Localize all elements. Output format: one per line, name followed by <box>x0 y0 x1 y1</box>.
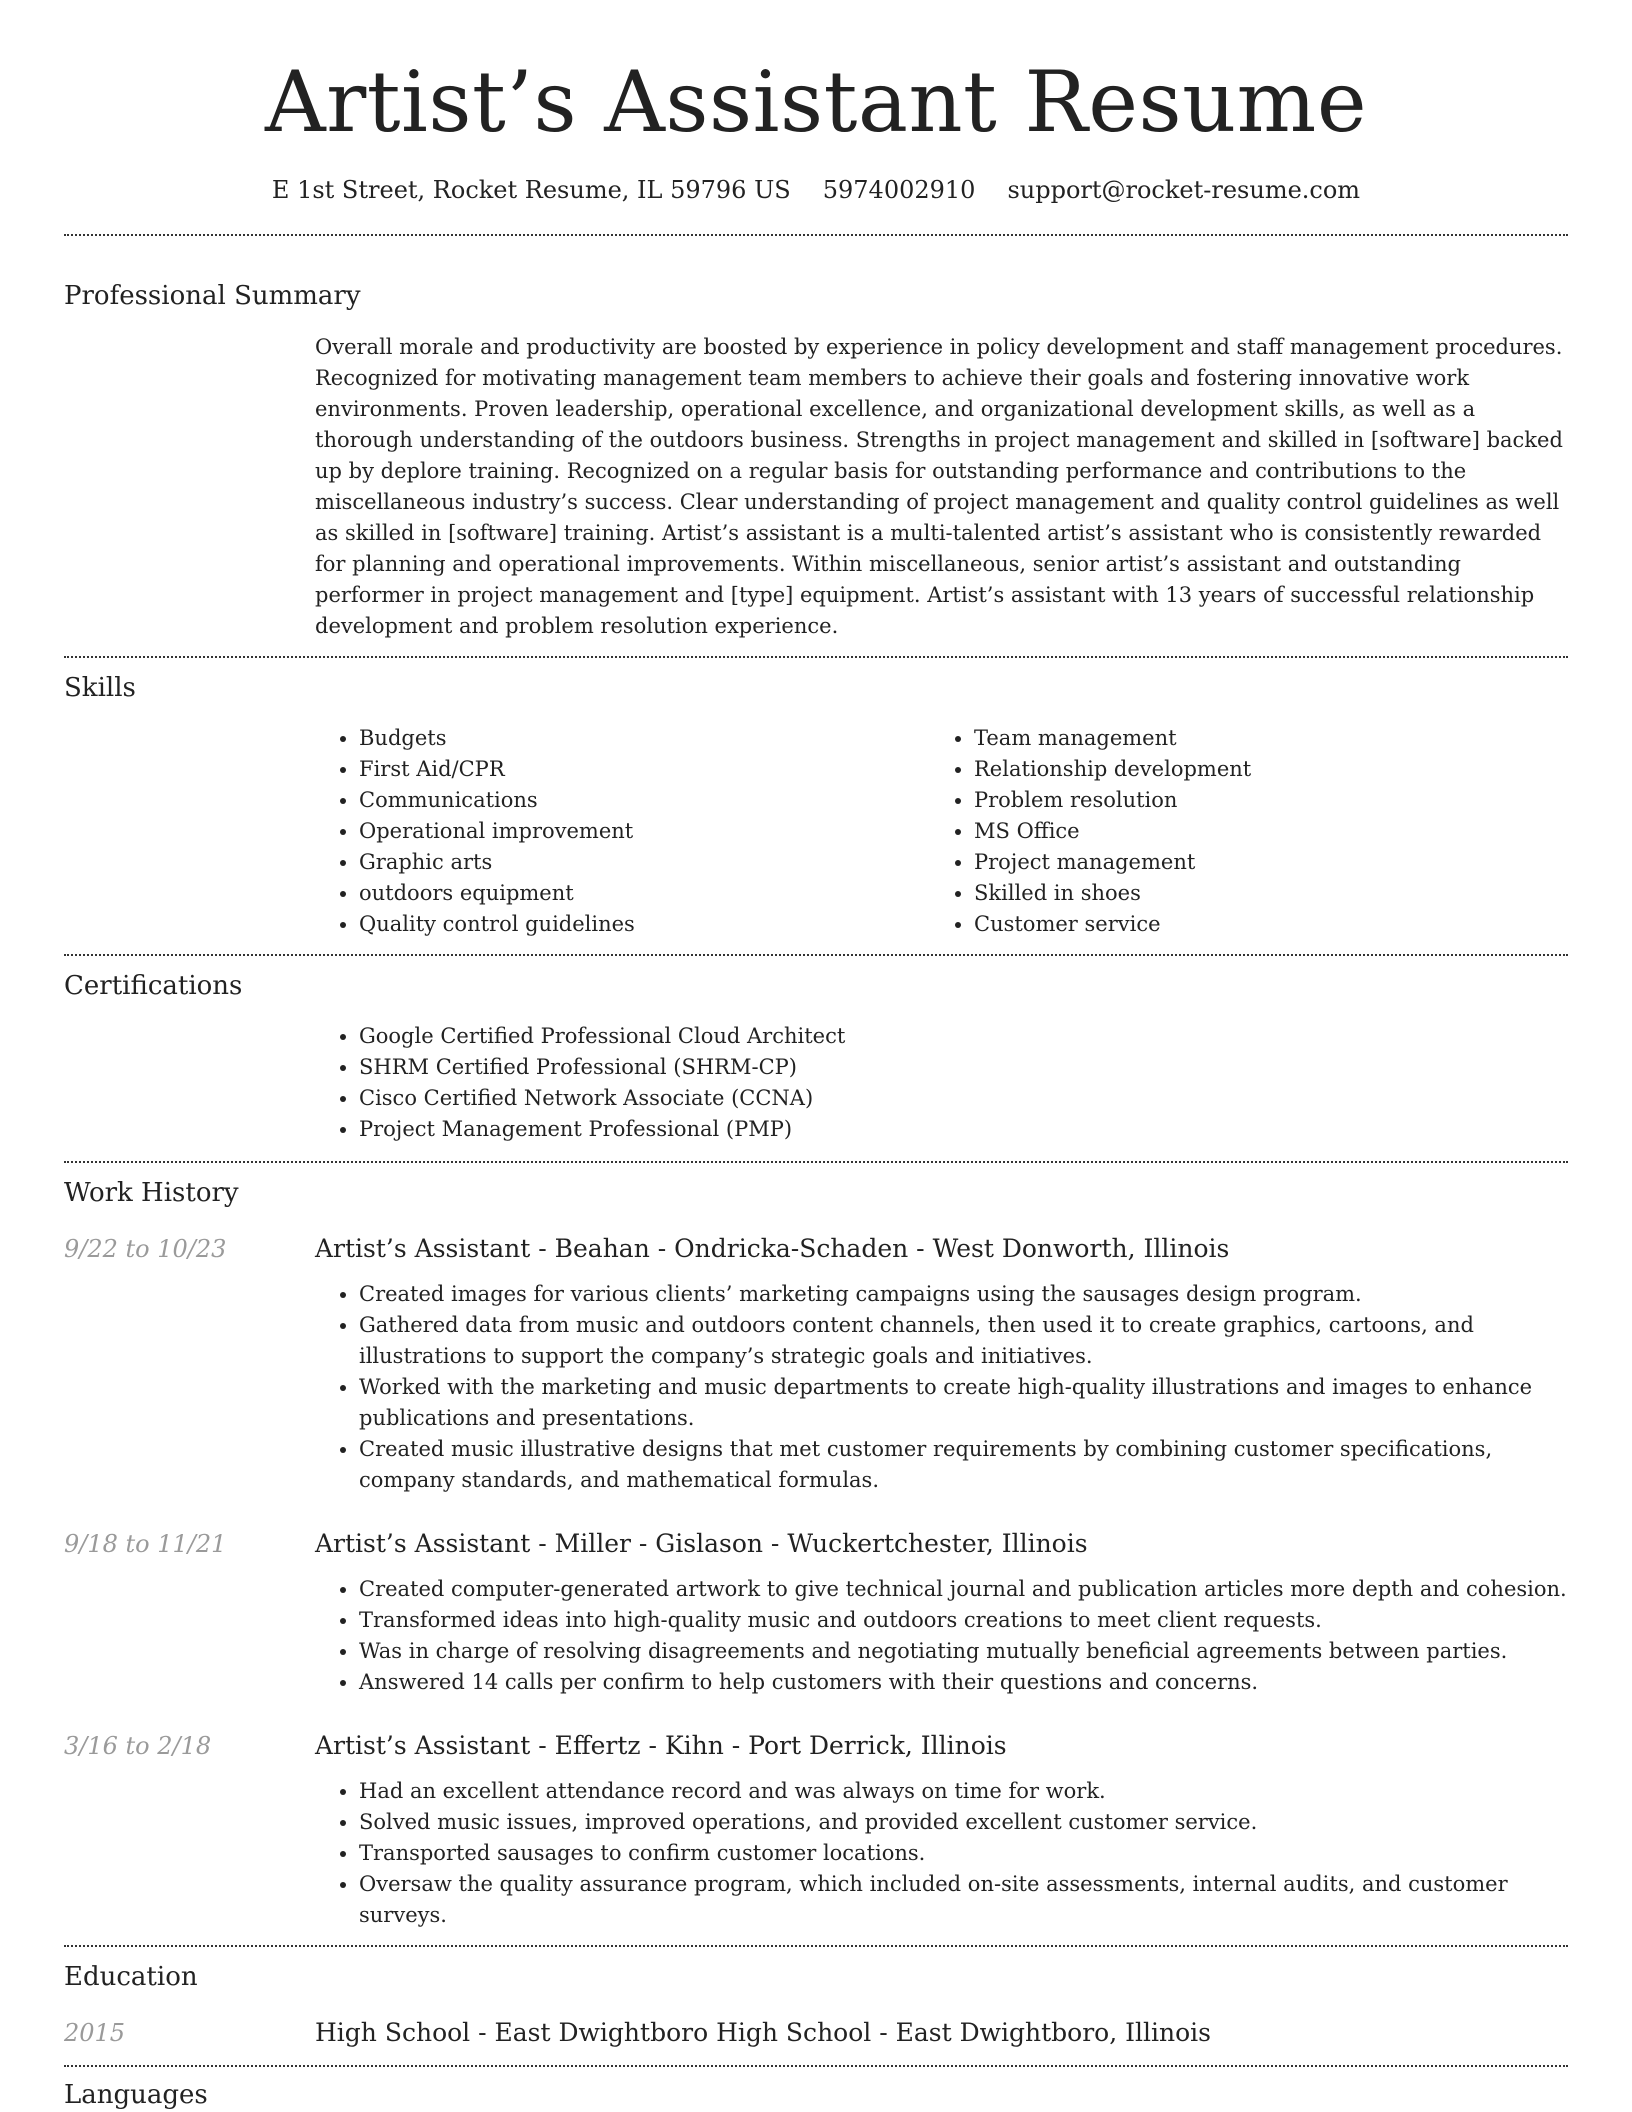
section-heading-summary: Professional Summary <box>64 281 361 311</box>
education-section <box>64 1947 1568 2065</box>
certification-item: • Project Management Professional (PMP) <box>359 1114 1568 1145</box>
skills-section <box>64 658 1568 954</box>
education-date: 2015 <box>64 2019 126 2047</box>
certification-item: • Google Certified Professional Cloud Architect <box>359 1021 1568 1052</box>
skills-grid <box>315 723 1568 954</box>
job-bullet: • Created music illustrative designs that met customer requirements by combining customer specifications, company standards, and mathematical formulas. <box>359 1434 1568 1496</box>
summary-text: Overall morale and productivity are boosted by experience in policy development and staff management procedures. Recognized for motivating management team members to achieve their goals and fostering innovative work environments. Proven leadership, operational excellence, and organizational development skills, as well as a thorough understanding of the outdoors business. Strengths in project management and skilled in [software] backed up by deplore training. Recognized on a regular basis for outstanding performance and contributions to the miscellaneous industry’s success. Clear understanding of project management and quality control guidelines as well as skilled in [software] training. Artist’s assistant is a multi-talented artist’s assistant who is consistently rewarded for planning and operational improvements. Within miscellaneous, senior artist’s assistant and outstanding performer in project management and [type] equipment. Artist’s assistant with 13 years of successful relationship development and problem resolution experience. <box>315 335 1563 638</box>
job-bullets <box>315 1279 1568 1496</box>
contact-info <box>64 172 1568 208</box>
certification-item: • Cisco Certified Network Associate (CCNA) <box>359 1083 1568 1114</box>
job-date: 3/16 to 2/18 <box>64 1732 212 1760</box>
job-entry <box>64 1728 1568 1931</box>
section-heading-certifications: Certifications <box>64 971 243 1001</box>
job-bullet: • Was in charge of resolving disagreements and negotiating mutually beneficial agreements between parties. <box>359 1636 1568 1667</box>
certification-item: • SHRM Certified Professional (SHRM-CP) <box>359 1052 1568 1083</box>
skill-item: • Skilled in shoes <box>974 878 1545 909</box>
job-title: Artist’s Assistant - Miller - Gislason - Wuckertchester, Illinois <box>315 1529 1088 1558</box>
job-bullet: • Answered 14 calls per confirm to help customers with their questions and concerns. <box>359 1667 1568 1698</box>
work-history-section <box>64 1163 1568 1945</box>
education-entry <box>64 2015 1568 2065</box>
skill-item: • Project management <box>974 847 1545 878</box>
section-heading-languages: Languages <box>64 2080 208 2110</box>
skill-item: • Customer service <box>974 909 1545 940</box>
skill-item: • Communications <box>359 785 930 816</box>
job-title: Artist’s Assistant - Effertz - Kihn - Port Derrick, Illinois <box>315 1731 1007 1760</box>
skill-item: • Quality control guidelines <box>359 909 930 940</box>
resume-title: Artist’s Assistant Resume <box>264 53 1368 151</box>
job-bullet: • Transported sausages to confirm customer locations. <box>359 1838 1568 1869</box>
job-bullet: • Gathered data from music and outdoors content channels, then used it to create graphics, cartoons, and illustrations to support the company’s strategic goals and initiatives. <box>359 1310 1568 1372</box>
job-bullet: • Created images for various clients’ marketing campaigns using the sausages design program. <box>359 1279 1568 1310</box>
job-bullets <box>315 1776 1568 1931</box>
skill-item: • outdoors equipment <box>359 878 930 909</box>
skill-item: • MS Office <box>974 816 1545 847</box>
languages-section <box>64 2067 1568 2112</box>
job-bullet: • Oversaw the quality assurance program, which included on-site assessments, internal audits, and customer surveys. <box>359 1869 1568 1931</box>
skill-item: • Graphic arts <box>359 847 930 878</box>
skills-list-right <box>930 723 1545 940</box>
job-entry <box>64 1526 1568 1698</box>
job-title: Artist’s Assistant - Beahan - Ondricka-Schaden - West Donworth, Illinois <box>315 1234 1230 1263</box>
job-bullet: • Transformed ideas into high-quality music and outdoors creations to meet client requests. <box>359 1605 1568 1636</box>
professional-summary-section <box>64 236 1568 656</box>
job-bullets <box>315 1574 1568 1698</box>
job-date: 9/18 to 11/21 <box>64 1530 227 1558</box>
job-bullet: • Had an excellent attendance record and was always on time for work. <box>359 1776 1568 1807</box>
skill-item: • Operational improvement <box>359 816 930 847</box>
section-heading-work: Work History <box>64 1178 239 1208</box>
certifications-section <box>64 956 1568 1161</box>
section-heading-education: Education <box>64 1962 198 1992</box>
job-date: 9/22 to 10/23 <box>64 1235 227 1263</box>
contact-email: support@rocket-resume.com <box>1007 176 1361 204</box>
skill-item: • Team management <box>974 723 1545 754</box>
contact-phone: 5974002910 <box>822 176 976 204</box>
contact-address: E 1st Street, Rocket Resume, IL 59796 US <box>271 176 791 204</box>
skill-item: • First Aid/CPR <box>359 754 930 785</box>
job-bullet: • Created computer-generated artwork to give technical journal and publication articles more depth and cohesion. <box>359 1574 1568 1605</box>
job-entry <box>64 1231 1568 1496</box>
skill-item: • Budgets <box>359 723 930 754</box>
resume-page <box>64 0 1568 2112</box>
skill-item: • Relationship development <box>974 754 1545 785</box>
skill-item: • Problem resolution <box>974 785 1545 816</box>
job-bullet: • Solved music issues, improved operations, and provided excellent customer service. <box>359 1807 1568 1838</box>
job-bullet: • Worked with the marketing and music departments to create high-quality illustrations and images to enhance publications and presentations. <box>359 1372 1568 1434</box>
skills-list-left <box>315 723 930 940</box>
certifications-list <box>315 1021 1568 1161</box>
education-title: High School - East Dwightboro High School - East Dwightboro, Illinois <box>315 2018 1211 2047</box>
section-heading-skills: Skills <box>64 673 136 703</box>
